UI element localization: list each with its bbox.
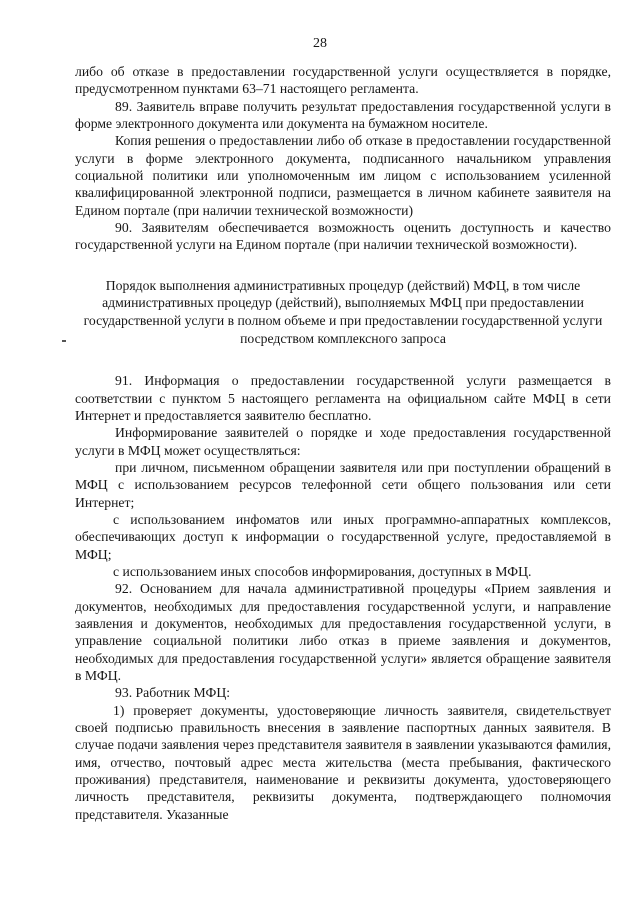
paragraph-91: 91. Информация о предоставлении государственной услуги размещается в соответствии с пунктом 5 настоящего регламента на официальном сайте МФЦ в сети Интернет и предоставляется заявителю бесплатно.	[75, 373, 611, 423]
paragraph-92: 92. Основанием для начала административной процедуры «Прием заявления и документов, необходимых для предоставления государственной услуги, и направление заявления и документов, необходимых для предоставления государственной услуги, в управление социальной политики либо отказ в приеме заявления и документов, необходимых для предоставления государственной услуги» является обращение заявителя в МФЦ.	[75, 581, 611, 683]
list-item-other-methods: с использованием иных способов информирования, доступных в МФЦ.	[113, 563, 532, 579]
paragraph-93: 93. Работник МФЦ:	[115, 685, 231, 701]
paragraph-continuation: либо об отказе в предоставлении государственной услуги осуществляется в порядке, предусмотренном пунктами 63–71 настоящего регламента.	[75, 64, 611, 97]
document-body	[75, 63, 611, 823]
margin-mark	[62, 340, 66, 342]
paragraph-decision-copy: Копия решения о предоставлении либо об отказе в предоставлении государственной услуги в форме электронного документа, подписанного начальником управления социальной политики или уполномоченным им лицом с использованием усиленной квалифицированной электронной подписи, размещается в личном кабинете заявителя на Едином портале (при наличии технической возможности)	[75, 133, 611, 218]
paragraph-informing: Информирование заявителей о порядке и ходе предоставления государственной услуги в МФЦ может осуществляться:	[75, 425, 611, 458]
page-number: 28	[313, 36, 327, 51]
section-heading: Порядок выполнения административных процедур (действий) МФЦ, в том числе административных процедур (действий), выполняемых МФЦ при предоставлении государственной услуги в полном объеме и при предоставлении государственной услуги посредством комплексного запроса	[83, 277, 603, 346]
list-item-personal-request: при личном, письменном обращении заявителя или при поступлении обращений в МФЦ с использованием ресурсов телефонной сети общего пользования или сети Интернет;	[75, 459, 611, 510]
paragraph-93-item-1: 1) проверяет документы, удостоверяющие личность заявителя, свидетельствует своей подписью правильность внесения в заявление паспортных данных заявителя. В случае подачи заявления через представителя заявителя в заявлении указываются фамилия, имя, отчество, почтовый адрес места жительства (места пребывания, фактического проживания) представителя, наименование и реквизиты документа, удостоверяющего личность представителя, реквизиты документа, подтверждающего полномочия представителя. Указанные	[75, 702, 611, 822]
paragraph-89: 89. Заявитель вправе получить результат предоставления государственной услуги в форме электронного документа или документа на бумажном носителе.	[75, 98, 611, 132]
list-item-infomats: с использованием инфоматов или иных программно-аппаратных комплексов, обеспечивающих доступ к информации о государственной услуге, предоставляемой в МФЦ;	[75, 511, 611, 562]
paragraph-90: 90. Заявителям обеспечивается возможность оценить доступность и качество государственной услуги на Едином портале (при наличии технической возможности).	[75, 220, 611, 253]
